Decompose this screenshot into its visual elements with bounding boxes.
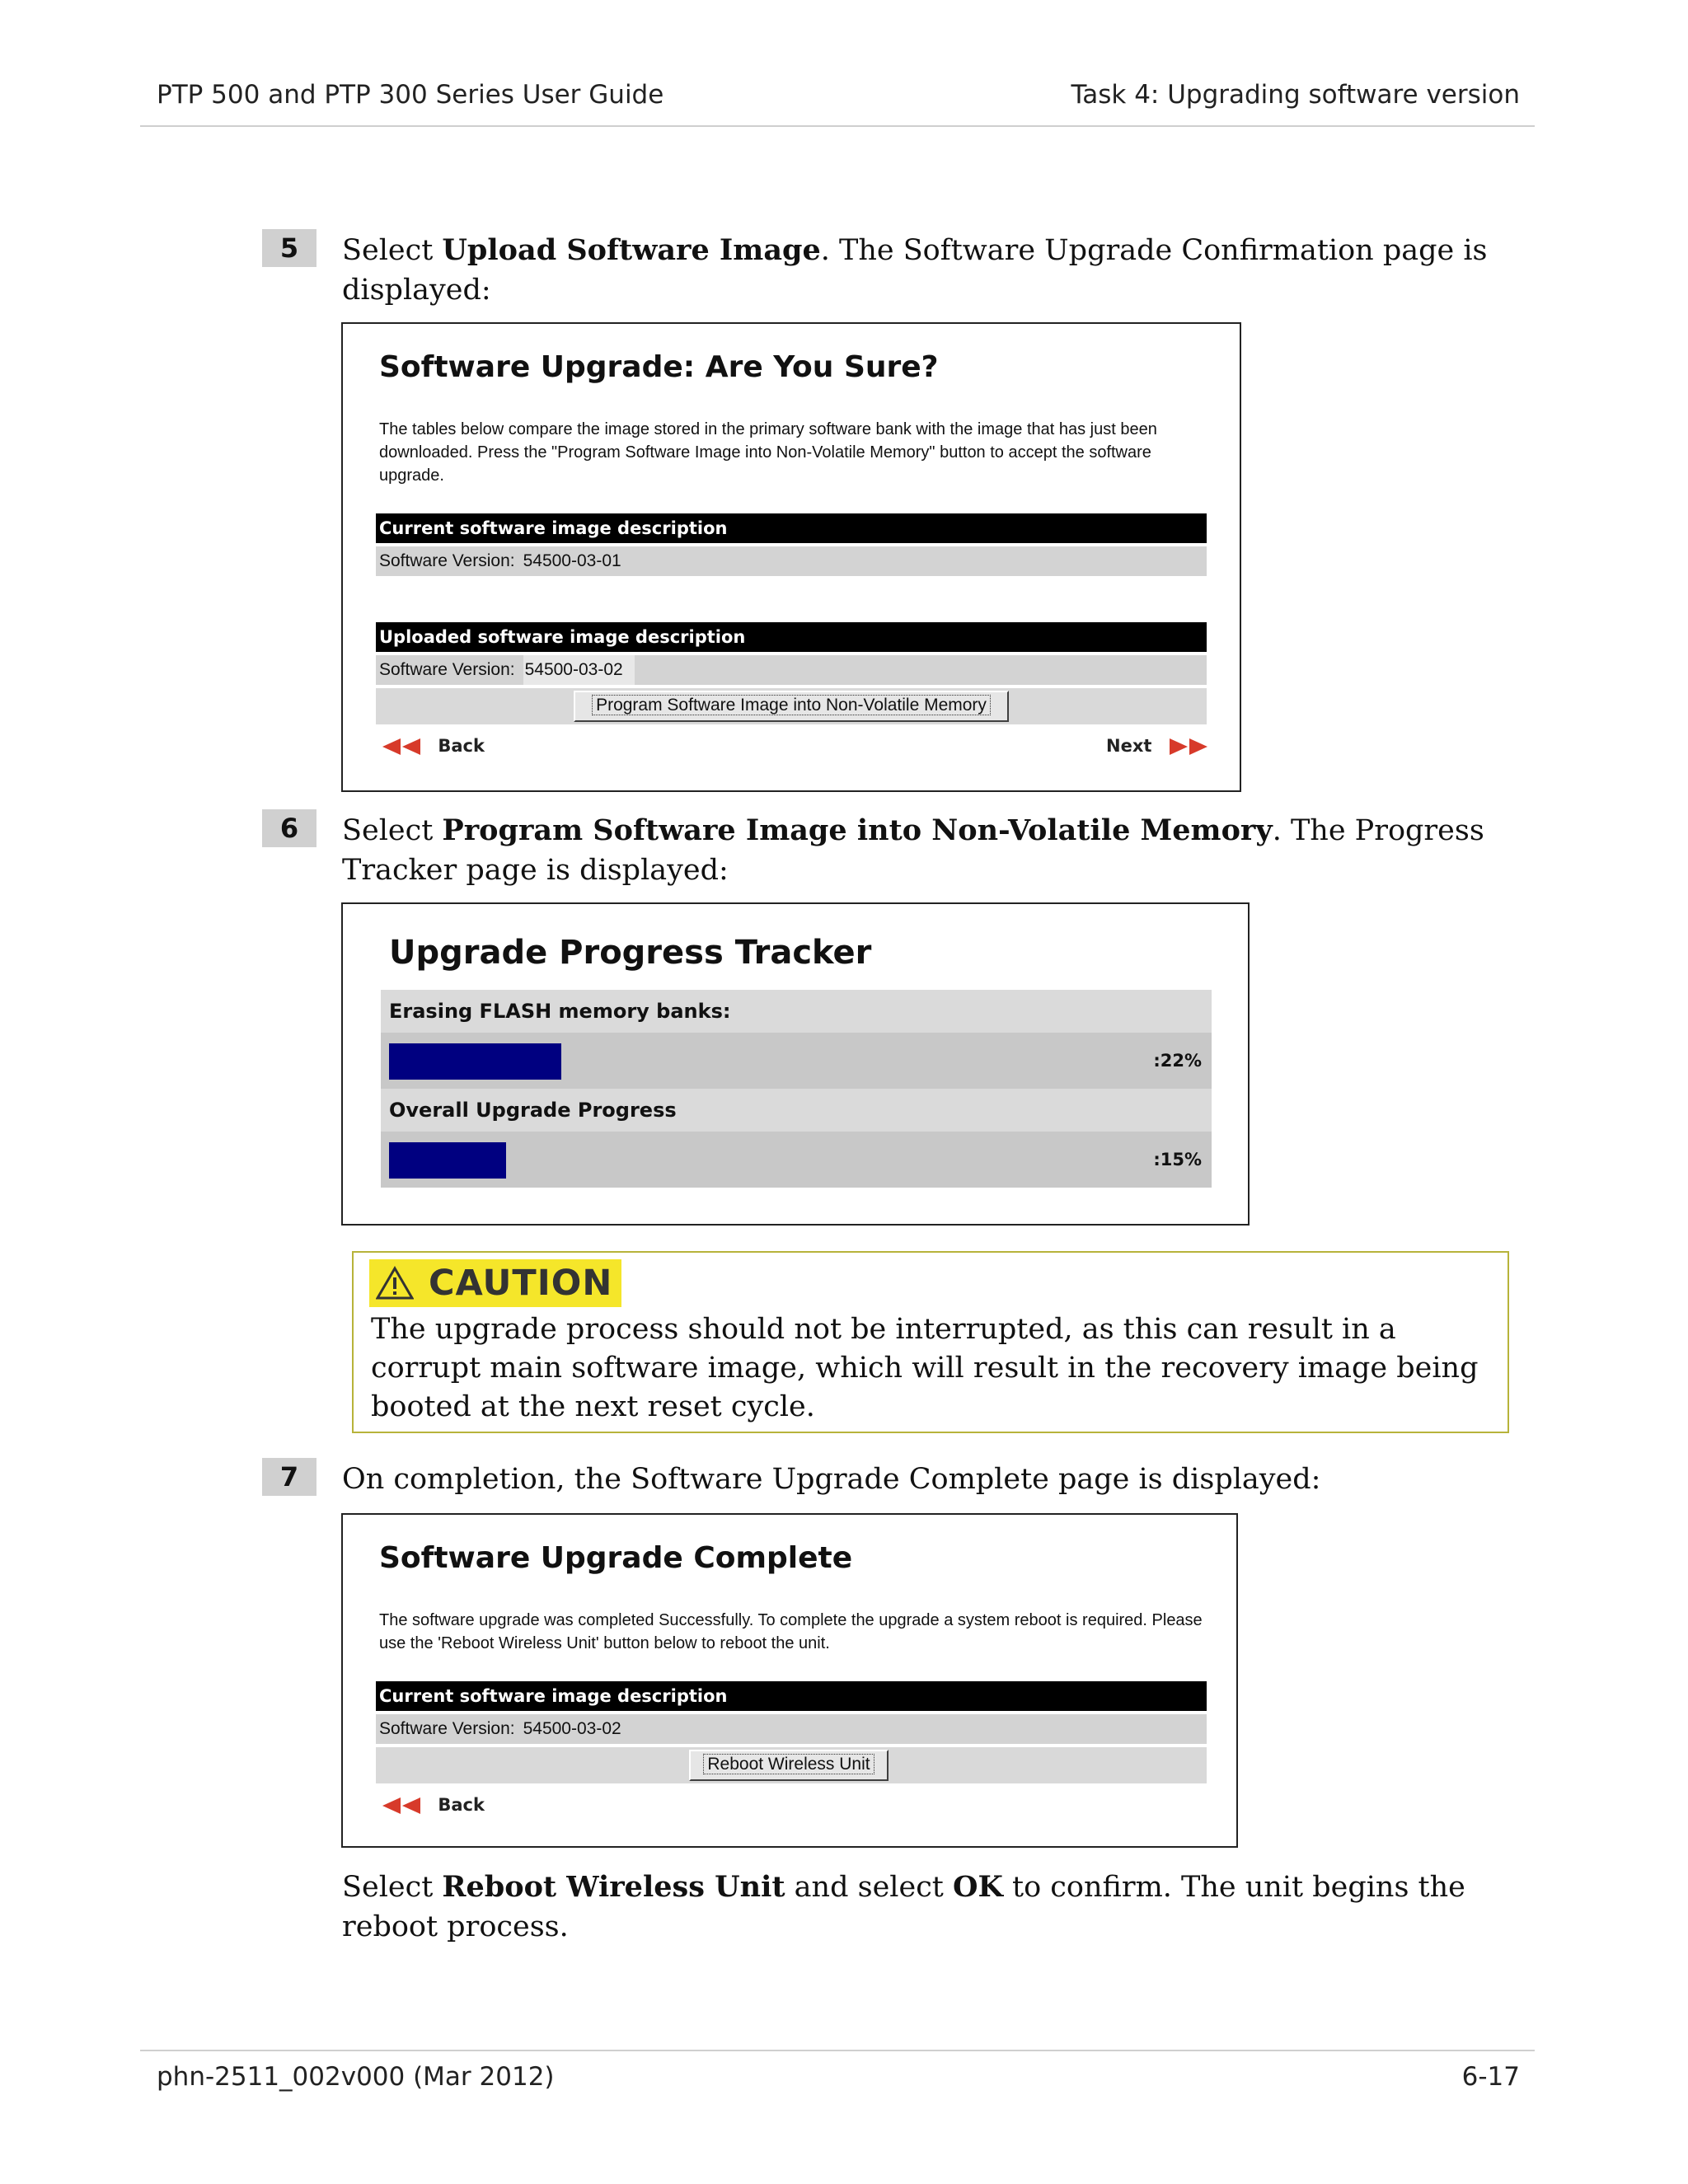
current-version-row	[376, 546, 1207, 576]
complete-description: The software upgrade was completed Successfully. To complete the upgrade a system reboot is required. Please use the 'Reboot Wireless Unit' button below to reboot the unit.	[379, 1611, 1203, 1652]
next-link[interactable]	[1106, 736, 1207, 756]
step-number-5: 5	[262, 229, 316, 267]
complete-screenshot	[341, 1513, 1238, 1848]
erase-progress-fill	[389, 1043, 561, 1080]
back-link[interactable]	[382, 736, 485, 756]
program-button-row	[376, 688, 1207, 724]
program-software-button[interactable]	[574, 691, 1009, 722]
final-pre: Select	[342, 1871, 443, 1904]
caution-box	[352, 1251, 1509, 1433]
double-arrow-right-icon	[1168, 738, 1207, 756]
step-number-6: 6	[262, 809, 316, 847]
step-5-text	[342, 231, 1529, 310]
progress-screenshot	[341, 902, 1250, 1226]
step-5-bold: Upload Software Image	[442, 233, 821, 267]
current-image-header: Current software image description	[376, 513, 1207, 543]
warning-triangle-icon	[376, 1266, 414, 1301]
caution-text: The upgrade process should not be interrupted, as this can result in a corrupt main software image, which will result in the recovery image being booted at the next reset cycle.	[371, 1313, 1479, 1423]
complete-version-row	[376, 1714, 1207, 1744]
double-arrow-left-icon	[382, 738, 422, 756]
header-title: PTP 500 and PTP 300 Series User Guide	[157, 80, 664, 110]
uploaded-image-header: Uploaded software image description	[376, 622, 1207, 652]
footer-page-number: 6-17	[1461, 2062, 1520, 2092]
uploaded-version-row	[376, 655, 1207, 685]
confirm-screenshot	[341, 322, 1241, 792]
final-post: to confirm. The unit begins the reboot process.	[342, 1871, 1465, 1943]
overall-label-row: Overall Upgrade Progress	[381, 1089, 1212, 1132]
step-5-post: . The Software Upgrade Confirmation page is displayed:	[342, 234, 1488, 307]
confirm-description: The tables below compare the image stored in the primary software bank with the image that has just been downloaded. Press the "Program Software Image into Non-Volatile Memory" button to accept the software upgrade.	[379, 420, 1157, 485]
complete-title: Software Upgrade Complete	[379, 1541, 853, 1575]
double-arrow-left-icon	[382, 1797, 422, 1815]
step-6-pre: Select	[342, 814, 443, 847]
complete-version-value: 54500-03-02	[523, 1719, 621, 1738]
step-number-7: 7	[262, 1458, 316, 1496]
overall-progress-fill	[389, 1142, 506, 1179]
final-mid: and select	[785, 1871, 953, 1904]
complete-back-label: Back	[438, 1795, 485, 1815]
header-section: Task 4: Upgrading software version	[1071, 80, 1520, 110]
confirm-title: Software Upgrade: Are You Sure?	[379, 350, 939, 384]
erase-label-row: Erasing FLASH memory banks:	[381, 990, 1212, 1033]
erase-progress-percent: :22%	[1153, 1051, 1202, 1071]
overall-progress-bar	[381, 1132, 1212, 1188]
complete-current-header: Current software image description	[376, 1681, 1207, 1711]
current-version-label: Software Version:	[379, 551, 515, 570]
reboot-wireless-unit-button[interactable]	[689, 1750, 889, 1781]
caution-label: CAUTION	[429, 1263, 613, 1304]
final-bold-2: OK	[952, 1870, 1003, 1904]
back-link-label: Back	[438, 736, 485, 756]
program-software-button-label: Program Software Image into Non-Volatile Memory	[592, 695, 991, 715]
step-5-pre: Select	[342, 234, 443, 267]
progress-title: Upgrade Progress Tracker	[389, 934, 872, 972]
caution-label-bar	[369, 1259, 621, 1307]
uploaded-version-value: 54500-03-02	[523, 655, 635, 685]
complete-version-label: Software Version:	[379, 1719, 515, 1738]
final-bold-1: Reboot Wireless Unit	[442, 1870, 785, 1904]
erase-progress-bar	[381, 1033, 1212, 1089]
footer-rule	[140, 2050, 1535, 2051]
complete-back-link[interactable]	[382, 1795, 485, 1815]
current-version-value: 54500-03-01	[523, 551, 621, 570]
reboot-button-label: Reboot Wireless Unit	[703, 1754, 874, 1774]
next-link-label: Next	[1106, 736, 1152, 756]
step-6-post: . The Progress Tracker page is displayed:	[342, 814, 1484, 887]
uploaded-version-label: Software Version:	[379, 660, 515, 679]
header-rule	[140, 125, 1535, 127]
step-6-bold: Program Software Image into Non-Volatile Memory	[442, 813, 1273, 847]
step-7-text: On completion, the Software Upgrade Complete page is displayed:	[342, 1463, 1321, 1496]
final-instruction	[342, 1868, 1529, 1947]
footer-doc-id: phn-2511_002v000 (Mar 2012)	[157, 2062, 555, 2092]
overall-progress-percent: :15%	[1153, 1150, 1202, 1169]
step-6-text	[342, 811, 1529, 890]
reboot-button-row	[376, 1747, 1207, 1783]
